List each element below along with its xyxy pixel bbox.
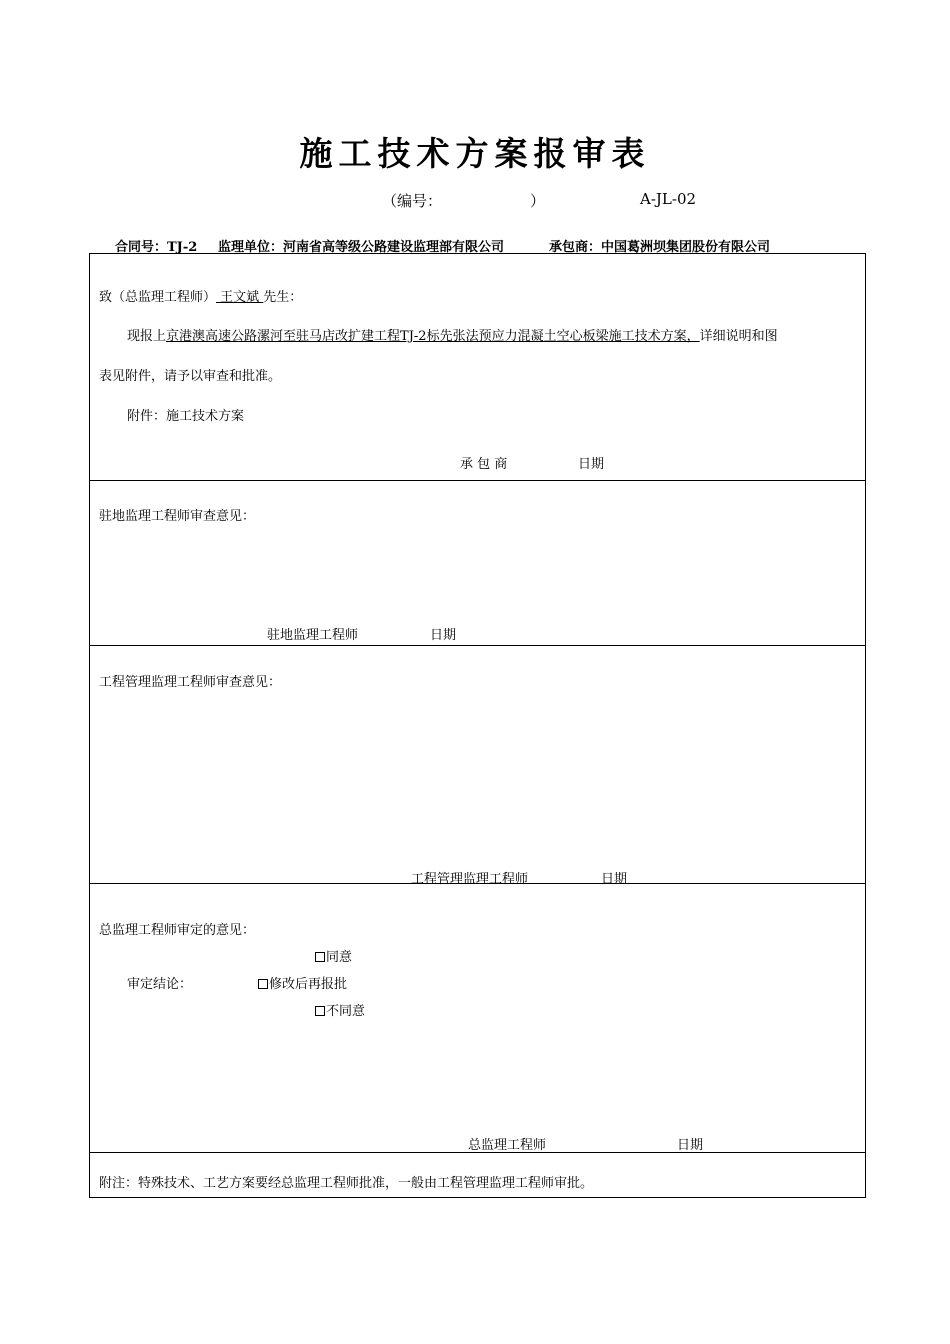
note-section (89, 1152, 866, 1198)
management-engineer-heading: 工程管理监理工程师审查意见： (99, 675, 282, 690)
conclusion-label: 审定结论： (127, 977, 193, 992)
contractor-sign-label: 承 包 商 (460, 457, 508, 472)
chief-engineer-heading: 总监理工程师审定的意见： (99, 923, 256, 938)
resident-engineer-date-label: 日期 (430, 628, 457, 643)
option-revise[interactable]: 修改后再报批 (258, 973, 347, 992)
revise-checkbox[interactable] (258, 979, 268, 989)
serial-close: ） (530, 192, 546, 210)
management-engineer-section (89, 645, 866, 887)
chief-engineer-sign-label: 总监理工程师 (468, 1138, 547, 1153)
contract-number: 合同号：TJ-2 (115, 240, 198, 255)
management-engineer-sign-label: 工程管理监理工程师 (411, 872, 529, 887)
plan-name: TJ-2标先张法预应力混凝土空心板梁施工技术方案， (400, 329, 700, 344)
submission-body: 现报上京港澳高速公路漯河至驻马店改扩建工程TJ-2标先张法预应力混凝土空心板梁施工技术方案，详细说明和图 (127, 329, 778, 344)
addressee-line: 致（总监理工程师） 王文斌 先生： (99, 290, 303, 305)
note-text: 附注：特殊技术、工艺方案要经总监理工程师批准，一般由工程管理监理工程师审批。 (99, 1176, 594, 1191)
chief-engineer-section (89, 883, 866, 1153)
contractor-name: 承包商：中国葛洲坝集团股份有限公司 (549, 240, 771, 255)
submission-section (89, 253, 866, 481)
attachment-line: 附件：施工技术方案 (127, 409, 245, 424)
supervision-unit: 监理单位：河南省高等级公路建设监理部有限公司 (218, 240, 505, 255)
agree-checkbox[interactable] (315, 952, 325, 962)
submission-body-line2: 表见附件，请予以审查和批准。 (99, 369, 282, 384)
addressee-name: 王文斌 (216, 290, 264, 305)
option-disagree[interactable]: 不同意 (315, 1000, 365, 1019)
page-title: 施工技术方案报审表 (299, 134, 651, 173)
chief-engineer-date-label: 日期 (677, 1138, 704, 1153)
resident-engineer-section (89, 480, 866, 646)
option-agree[interactable]: 同意 (315, 946, 352, 965)
project-name: 京港澳高速公路漯河至驻马店改扩建工程 (166, 329, 401, 344)
disagree-checkbox[interactable] (315, 1006, 325, 1016)
resident-engineer-sign-label: 驻地监理工程师 (267, 628, 359, 643)
serial-label: （编号： (382, 192, 443, 210)
resident-engineer-heading: 驻地监理工程师审查意见： (99, 509, 256, 524)
form-code: A-JL-02 (640, 190, 697, 208)
management-engineer-date-label: 日期 (601, 872, 628, 887)
contractor-date-label: 日期 (578, 457, 605, 472)
